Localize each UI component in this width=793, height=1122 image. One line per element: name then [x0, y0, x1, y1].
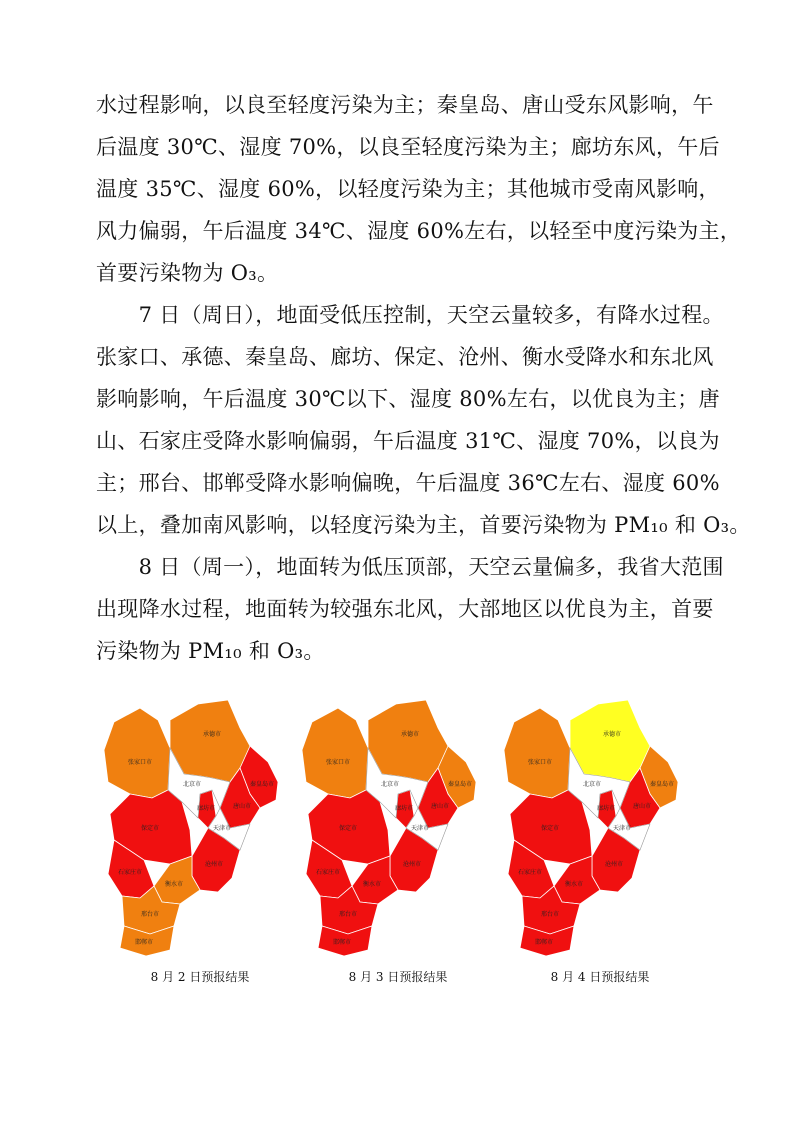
- city-label-handan: 邯郸市: [332, 939, 352, 946]
- city-label-tangshan: 唐山市: [430, 803, 450, 810]
- city-label-cangzhou: 沧州市: [402, 861, 422, 868]
- text-line: 山、石家庄受降水影响偏弱，午后温度 31℃、湿度 70%，以良为: [96, 429, 720, 453]
- text-line: 后温度 30℃、湿度 70%，以良至轻度污染为主；廊坊东风，午后: [96, 135, 720, 159]
- forecast-maps: [0, 690, 793, 990]
- city-label-hengshui: 衡水市: [164, 881, 184, 888]
- text-line: 主；邢台、邯郸受降水影响偏晚，午后温度 36℃左右、湿度 60%: [96, 471, 720, 495]
- map-caption: 8 月 4 日预报结果: [550, 970, 650, 984]
- city-label-langfang: 廊坊市: [596, 805, 616, 812]
- city-label-beijing: 北京市: [380, 781, 400, 788]
- text-line: 8 日（周一），地面转为低压顶部，天空云量偏多，我省大范围: [96, 555, 724, 579]
- map-svg: [298, 690, 498, 960]
- text-line: 温度 35℃、湿度 60%，以轻度污染为主；其他城市受南风影响，: [96, 177, 720, 201]
- city-label-xingtai: 邢台市: [338, 911, 358, 918]
- city-label-cangzhou: 沧州市: [604, 861, 624, 868]
- city-label-zhangjiakou: 张家口市: [127, 759, 153, 766]
- city-label-baoding: 保定市: [140, 825, 160, 832]
- text-line: 张家口、承德、秦皇岛、廊坊、保定、沧州、衡水受降水和东北风: [96, 345, 714, 369]
- city-label-chengde: 承德市: [202, 731, 222, 738]
- city-label-qinhuangdao: 秦皇岛市: [649, 781, 675, 788]
- city-label-baoding: 保定市: [540, 825, 560, 832]
- city-label-xingtai: 邢台市: [140, 911, 160, 918]
- city-label-xingtai: 邢台市: [540, 911, 560, 918]
- city-label-zhangjiakou: 张家口市: [325, 759, 351, 766]
- city-label-handan: 邯郸市: [134, 939, 154, 946]
- city-label-tangshan: 唐山市: [632, 803, 652, 810]
- city-label-tianjin: 天津市: [410, 825, 430, 832]
- city-label-chengde: 承德市: [602, 731, 622, 738]
- city-label-zhangjiakou: 张家口市: [527, 759, 553, 766]
- city-label-shijiazhuang: 石家庄市: [517, 869, 543, 876]
- text-line: 以上，叠加南风影响，以轻度污染为主，首要污染物为 PM₁₀ 和 O₃。: [96, 513, 751, 537]
- city-label-hengshui: 衡水市: [362, 881, 382, 888]
- map-svg: [100, 690, 300, 960]
- text-line: 污染物为 PM₁₀ 和 O₃。: [96, 639, 325, 663]
- city-label-shijiazhuang: 石家庄市: [315, 869, 341, 876]
- text-line: 风力偏弱，午后温度 34℃、湿度 60%左右，以轻至中度污染为主，: [96, 219, 742, 243]
- city-label-tianjin: 天津市: [612, 825, 632, 832]
- forecast-map-aug-4: [500, 690, 700, 984]
- city-label-baoding: 保定市: [338, 825, 358, 832]
- city-label-handan: 邯郸市: [534, 939, 554, 946]
- region-zhangjiakou: [302, 708, 368, 798]
- text-line: 出现降水过程，地面转为较强东北风，大部地区以优良为主，首要: [96, 597, 714, 621]
- forecast-text: [96, 84, 751, 672]
- forecast-map-aug-2: [100, 690, 300, 984]
- city-label-tianjin: 天津市: [212, 825, 232, 832]
- city-label-beijing: 北京市: [182, 781, 202, 788]
- forecast-map-aug-3: [298, 690, 498, 984]
- region-zhangjiakou: [504, 708, 570, 798]
- map-svg: [500, 690, 700, 960]
- city-label-cangzhou: 沧州市: [204, 861, 224, 868]
- text-line: 影响影响，午后温度 30℃以下、湿度 80%左右，以优良为主；唐: [96, 387, 720, 411]
- city-label-beijing: 北京市: [582, 781, 602, 788]
- text-line: 水过程影响，以良至轻度污染为主；秦皇岛、唐山受东风影响，午: [96, 93, 714, 117]
- map-caption: 8 月 3 日预报结果: [348, 970, 448, 984]
- text-line: 首要污染物为 O₃。: [96, 261, 279, 285]
- map-caption: 8 月 2 日预报结果: [150, 970, 250, 984]
- city-label-langfang: 廊坊市: [394, 805, 414, 812]
- city-label-qinhuangdao: 秦皇岛市: [249, 781, 275, 788]
- city-label-hengshui: 衡水市: [564, 881, 584, 888]
- region-zhangjiakou: [104, 708, 170, 798]
- city-label-shijiazhuang: 石家庄市: [117, 869, 143, 876]
- text-line: 7 日（周日），地面受低压控制，天空云量较多，有降水过程。: [96, 303, 724, 327]
- city-label-tangshan: 唐山市: [232, 803, 252, 810]
- city-label-qinhuangdao: 秦皇岛市: [447, 781, 473, 788]
- city-label-langfang: 廊坊市: [196, 805, 216, 812]
- city-label-chengde: 承德市: [400, 731, 420, 738]
